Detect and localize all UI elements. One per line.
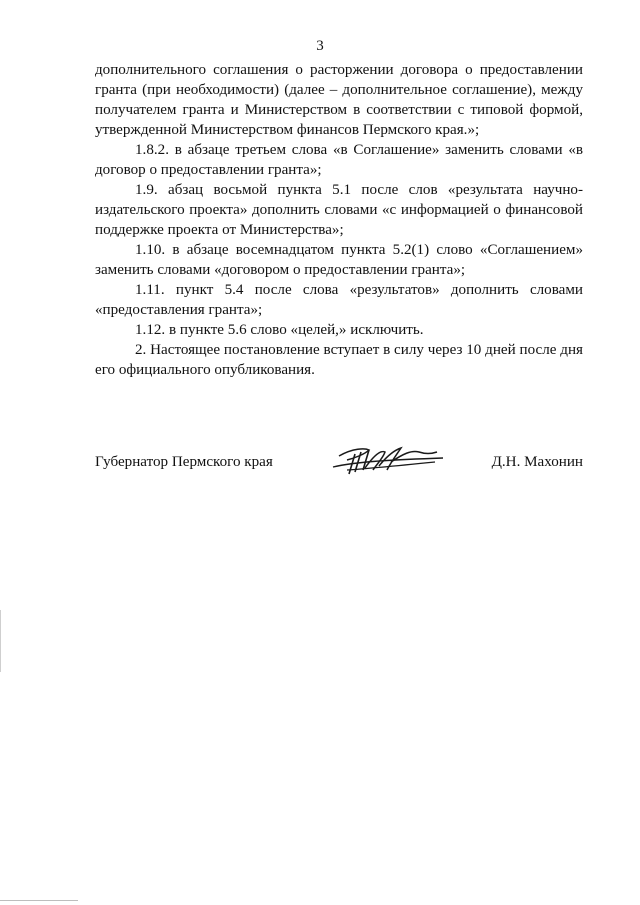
- page-number: 3: [316, 38, 324, 54]
- paragraph-continuation: дополнительного соглашения о расторжении договора о предоставлении гранта (при необходимости) (далее – дополнительное соглашение), между получателем гранта и Министерством в соответствии с типовой формой, утвержденной Министерством финансов Пермского края.»;: [95, 62, 583, 138]
- paragraph-item-2: 2. Настоящее постановление вступает в силу через 10 дней после дня его официального опубликования.: [95, 342, 583, 378]
- scan-margin-line: [0, 610, 1, 672]
- paragraph-item-1-11: 1.11. пункт 5.4 после слова «результатов» дополнить словами «предоставления гранта»;: [95, 282, 583, 318]
- signatory-position: Губернатор Пермского края: [95, 454, 273, 470]
- document-body: [95, 60, 583, 380]
- paragraph-item-1-8-2: 1.8.2. в абзаце третьем слова «в Соглашение» заменить словами «в договор о предоставлении гранта»;: [95, 142, 583, 178]
- paragraph-item-1-9: 1.9. абзац восьмой пункта 5.1 после слов «результата научно-издательского проекта» дополнить словами «с информацией о финансовой поддержке проекта от Министерства»;: [95, 182, 583, 238]
- handwritten-signature: [325, 440, 455, 480]
- signature-block: [95, 448, 583, 480]
- scan-bottom-mark: [0, 900, 78, 901]
- paragraph-item-1-12: 1.12. в пункте 5.6 слово «целей,» исключить.: [135, 322, 424, 338]
- paragraph-item-1-10: 1.10. в абзаце восемнадцатом пункта 5.2(1) слово «Соглашением» заменить словами «договором о предоставлении гранта»;: [95, 242, 583, 278]
- signatory-name: Д.Н. Махонин: [491, 454, 583, 470]
